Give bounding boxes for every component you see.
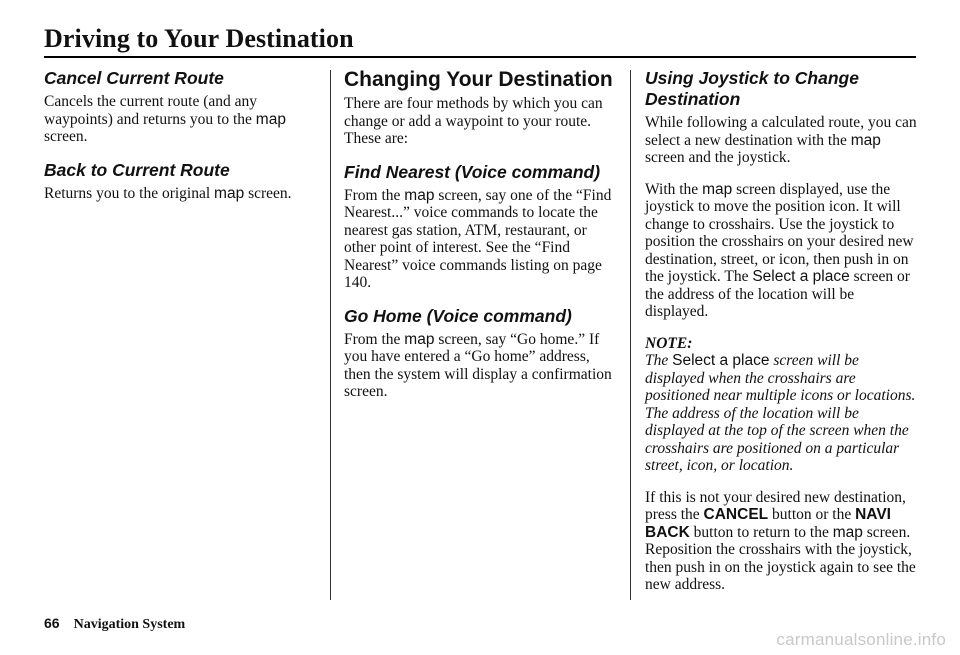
text-run: screen, say one of the “Find Nearest...” voice commands to locate the nearest gas station, ATM, restaurant, or other point of interest. See the “Find Nearest” voice commands listing on page 140. xyxy=(344,186,612,291)
text-run: From the xyxy=(344,330,405,348)
page-title: Driving to Your Destination xyxy=(44,24,354,53)
text-run: screen. xyxy=(44,128,88,145)
column-2 xyxy=(344,64,616,415)
column-1 xyxy=(44,64,322,216)
watermark: carmanualsonline.info xyxy=(776,630,946,649)
find-nearest-heading: Find Nearest (Voice command) xyxy=(344,161,601,182)
text-run: button to return to the xyxy=(689,523,833,541)
joystick-para-2 xyxy=(645,181,917,321)
text-run: screen and the joystick. xyxy=(645,149,791,166)
select-place-term: Select a place xyxy=(672,352,770,369)
page-footer xyxy=(44,615,185,633)
text-run: screen displayed, use the joystick to move the position icon. It will change to crosshairs. Use the joystick to position the crosshairs on your desired new destination, street, or icon, then push in on the joystick. The xyxy=(645,180,914,285)
text-run: Cancels the current route (and any waypoints) and returns you to the xyxy=(44,93,258,128)
map-term: map xyxy=(702,180,733,198)
text-run: screen or the address of the location will be displayed. xyxy=(645,268,910,320)
joystick-para-3 xyxy=(645,489,917,594)
cancel-button-term: CANCEL xyxy=(703,506,769,523)
text-run: If this is not your desired new destination, press the xyxy=(645,488,906,523)
text-run: With the xyxy=(645,180,703,198)
text-run: Returns you to the original xyxy=(44,184,215,202)
column-3 xyxy=(645,64,917,608)
text-run: screen. xyxy=(244,184,292,202)
joystick-para-1 xyxy=(645,114,917,167)
text-run: While following a calculated route, you can select a new destination with the xyxy=(645,114,917,149)
note-label: NOTE: xyxy=(645,334,693,352)
map-term: map xyxy=(850,131,881,149)
footer-section: Navigation System xyxy=(73,617,186,632)
text-run: screen, say “Go home.” If you have entered a “Go home” address, then the system will display a confirmation screen. xyxy=(344,330,612,400)
joystick-heading: Using Joystick to Change Destination xyxy=(645,68,859,109)
column-divider-2 xyxy=(630,70,631,600)
navi-back-button-term: NAVI BACK xyxy=(645,506,891,541)
header-rule xyxy=(44,56,916,58)
go-home-heading: Go Home (Voice command) xyxy=(344,305,572,326)
note-text xyxy=(645,352,917,475)
column-divider-1 xyxy=(330,70,331,600)
changing-destination-heading: Changing Your Destination xyxy=(344,68,613,91)
text-run: The xyxy=(645,352,673,369)
map-term: map xyxy=(404,186,435,204)
text-run: screen will be displayed when the crosshairs are positioned near multiple icons or locations. The address of the location will be displayed at the top of the screen when the crosshairs are positioned on a particular street, icon, or location. xyxy=(645,352,916,474)
changing-destination-intro: There are four methods by which you can change or add a waypoint to your route. These are: xyxy=(344,95,603,147)
go-home-text xyxy=(344,331,616,401)
page-number: 66 xyxy=(44,615,60,631)
cancel-route-text xyxy=(44,93,322,146)
find-nearest-text xyxy=(344,187,616,292)
map-term: map xyxy=(832,523,863,541)
map-term: map xyxy=(255,110,286,128)
text-run: button or the xyxy=(768,506,856,523)
select-place-term: Select a place xyxy=(752,268,850,285)
text-run: screen. Reposition the crosshairs with the joystick, then push in on the joystick again to see the new address. xyxy=(645,523,916,593)
map-term: map xyxy=(214,184,245,202)
text-run: From the xyxy=(344,186,405,204)
cancel-route-heading: Cancel Current Route xyxy=(44,68,224,88)
back-route-text xyxy=(44,185,322,203)
map-term: map xyxy=(404,330,435,348)
back-route-heading: Back to Current Route xyxy=(44,159,230,180)
